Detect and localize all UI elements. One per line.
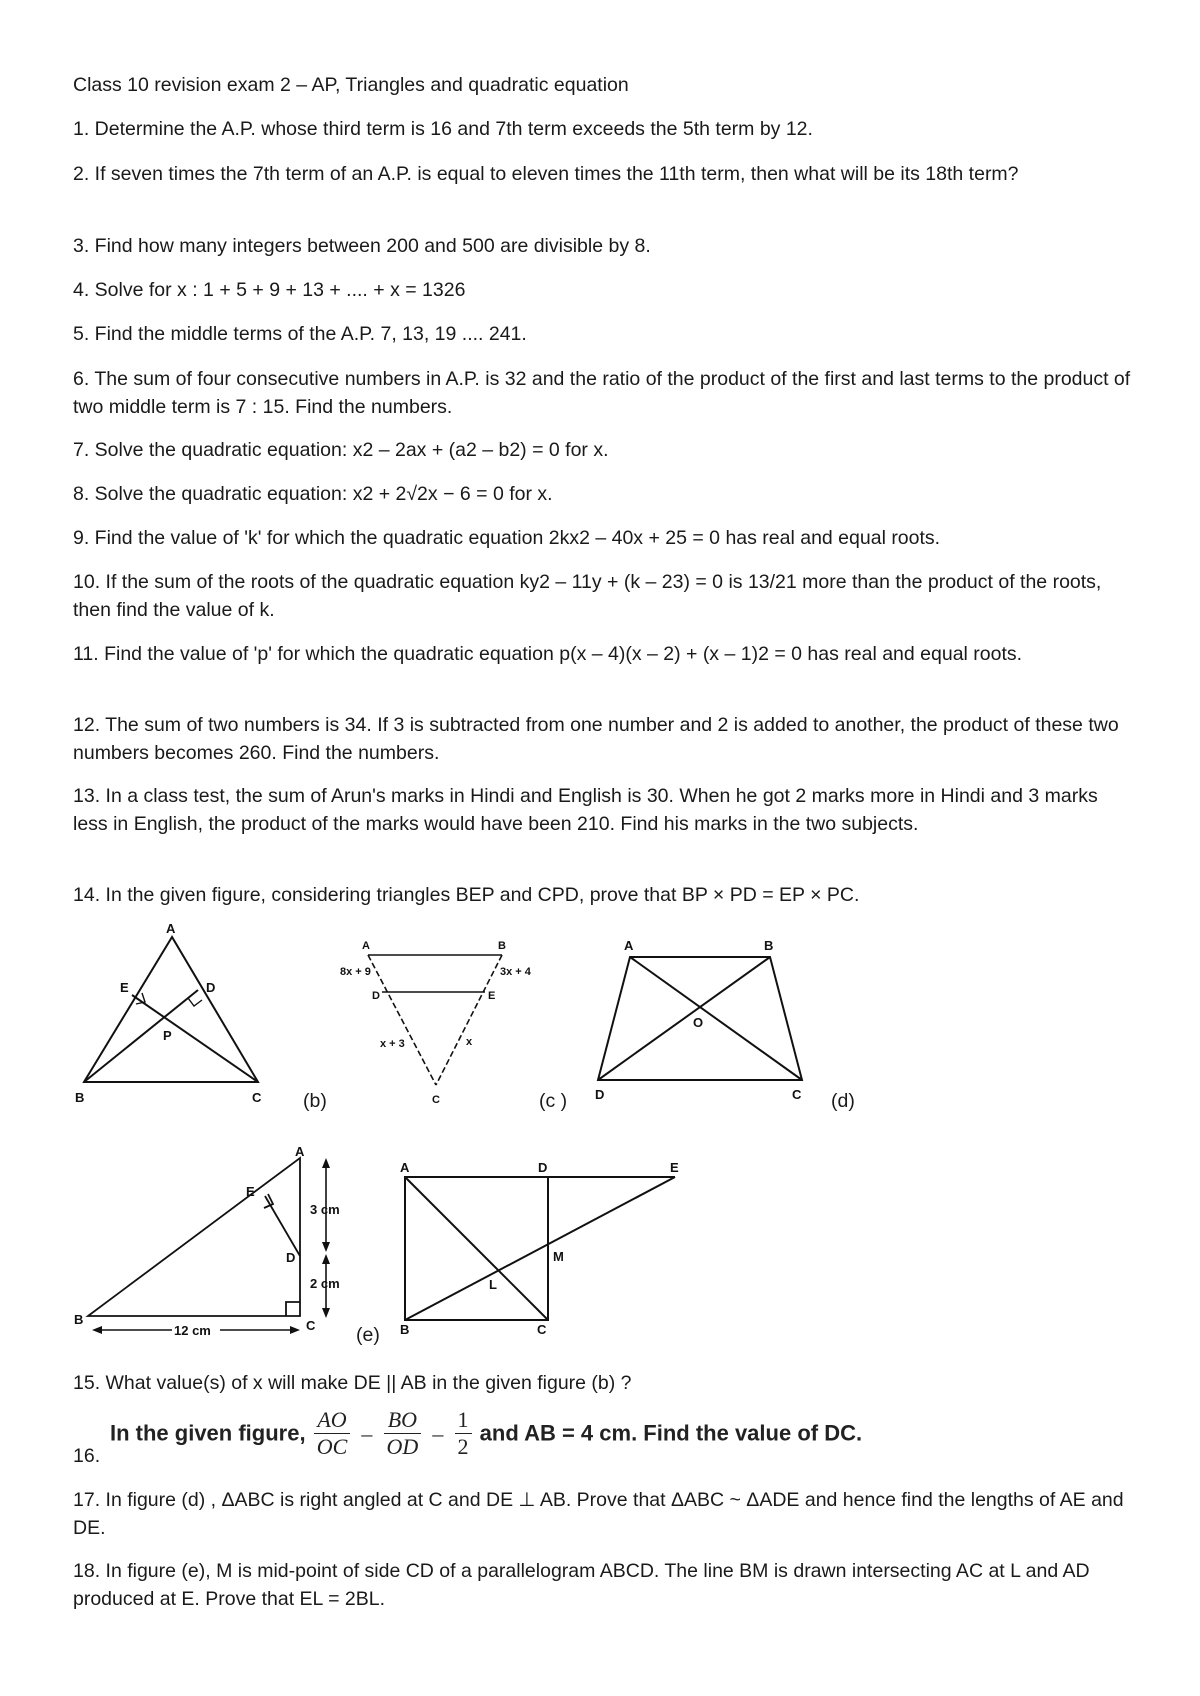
fig-b-label-C: C (432, 1094, 440, 1106)
figure-d (70, 1144, 360, 1348)
figure-c (590, 935, 820, 1105)
fig-d-label-B: B (74, 1312, 84, 1327)
fig-a-label-A: A (166, 921, 176, 936)
fig-e-label-L: L (489, 1277, 497, 1292)
question-7: 7. Solve the quadratic equation: x2 – 2ax + (a2 – b2) = 0 for x. (73, 439, 609, 461)
fig-e-label-C: C (537, 1322, 547, 1337)
fig-d-length-AD: 3 cm (310, 1202, 340, 1217)
fig-b-label-D: D (372, 990, 380, 1002)
question-12: 12. The sum of two numbers is 34. If 3 is subtracted from one number and 2 is added to another, the product of these two numbers becomes 260. Find the numbers. (73, 714, 1119, 764)
q16-f2-num: BO (384, 1407, 422, 1434)
fig-d-label-D: D (286, 1250, 296, 1265)
fig-b-length-DC: x + 3 (380, 1038, 405, 1050)
q16-f1-den: OC (316, 1434, 348, 1459)
fig-e-label-D: D (538, 1160, 548, 1175)
fig-a-label-E: E (120, 980, 129, 995)
figure-c-diagram (590, 935, 820, 1105)
question-14: 14. In the given figure, considering triangles BEP and CPD, prove that BP × PD = EP × PC. (73, 884, 860, 906)
q16-f3-num: 1 (455, 1407, 472, 1434)
fig-d-length-BC: 12 cm (174, 1323, 211, 1338)
question-2: 2. If seven times the 7th term of an A.P. is equal to eleven times the 11th term, then what will be its 18th term? (73, 163, 1019, 185)
q16-tail: and AB = 4 cm. Find the value of DC. (479, 1420, 863, 1446)
figure-a-diagram (70, 920, 270, 1110)
fig-a-label-D: D (206, 980, 216, 995)
fig-c-label-A: A (624, 938, 634, 953)
q16-dash-2: – (432, 1420, 444, 1446)
question-1: 1. Determine the A.P. whose third term is 16 and 7th term exceeds the 5th term by 12. (73, 118, 813, 140)
fig-a-label-B: B (75, 1090, 85, 1105)
fig-b-label-E: E (488, 990, 496, 1002)
question-4: 4. Solve for x : 1 + 5 + 9 + 13 + .... + x = 1326 (73, 279, 466, 301)
fig-c-label-C: C (792, 1087, 802, 1102)
q16-f2-den: OD (386, 1434, 419, 1459)
figure-d-caption: (d) (831, 1090, 855, 1112)
fig-c-label-O: O (693, 1015, 704, 1030)
fig-a-label-P: P (163, 1028, 172, 1043)
fig-b-length-BE: 3x + 4 (500, 966, 531, 978)
fig-d-label-E: E (246, 1184, 255, 1199)
question-6: 6. The sum of four consecutive numbers in A.P. is 32 and the ratio of the product of the first and last terms to the product of two middle term is 7 : 15. Find the numbers. (73, 368, 1131, 418)
question-11: 11. Find the value of 'p' for which the quadratic equation p(x – 4)(x – 2) + (x – 1)2 = 0 has real and equal roots. (73, 643, 1023, 665)
q16-lead: In the given figure, (110, 1420, 306, 1446)
q16-dash-1: – (361, 1420, 373, 1446)
q16-f3-den: 2 (457, 1434, 469, 1459)
fig-e-label-A: A (400, 1160, 410, 1175)
question-8: 8. Solve the quadratic equation: x2 + 2√2x − 6 = 0 for x. (73, 483, 553, 505)
fig-c-label-D: D (595, 1087, 605, 1102)
page-title: Class 10 revision exam 2 – AP, Triangles and quadratic equation (73, 74, 629, 96)
figure-b-caption: (b) (303, 1090, 327, 1112)
fig-e-label-M: M (553, 1249, 564, 1264)
fig-d-length-DC: 2 cm (310, 1276, 340, 1291)
figure-a (70, 920, 270, 1110)
figure-b (330, 935, 550, 1105)
fig-e-label-E: E (670, 1160, 679, 1175)
question-18: 18. In figure (e), M is mid-point of side CD of a parallelogram ABCD. The line BM is drawn intersecting AC at L and AD produced at E. Prove that EL = 2BL. (73, 1560, 1090, 1610)
fig-e-label-B: B (400, 1322, 410, 1337)
fig-a-label-C: C (252, 1090, 262, 1105)
question-3: 3. Find how many integers between 200 and 500 are divisible by 8. (73, 235, 651, 257)
question-17: 17. In figure (d) , ΔABC is right angled at C and DE ⊥ AB. Prove that ΔABC ~ ΔADE and hence find the lengths of AE and DE. (73, 1489, 1124, 1539)
question-13: 13. In a class test, the sum of Arun's marks in Hindi and English is 30. When he got 2 marks more in Hindi and 3 marks less in English, the product of the marks would have been 210. Find his marks in the two subjects. (73, 785, 1098, 835)
question-5: 5. Find the middle terms of the A.P. 7, 13, 19 .... 241. (73, 323, 527, 345)
fig-d-label-A: A (295, 1144, 305, 1159)
figure-e-caption: (e) (356, 1324, 380, 1346)
fig-b-label-B: B (498, 940, 506, 952)
question-15: 15. What value(s) of x will make DE || AB in the given figure (b) ? (73, 1372, 632, 1394)
fig-b-length-AD: 8x + 9 (340, 966, 371, 978)
figure-b-diagram (330, 935, 550, 1105)
fig-d-label-C: C (306, 1318, 316, 1333)
fig-c-label-B: B (764, 938, 774, 953)
figure-e (395, 1155, 695, 1335)
question-16-number: 16. (73, 1445, 101, 1467)
fig-b-length-EC: x (466, 1036, 473, 1048)
fig-b-label-A: A (362, 940, 370, 952)
q16-f1-num: AO (314, 1407, 351, 1434)
figure-c-caption: (c ) (539, 1090, 568, 1112)
figure-d-diagram (70, 1144, 360, 1348)
question-9: 9. Find the value of 'k' for which the quadratic equation 2kx2 – 40x + 25 = 0 has real and equal roots. (73, 527, 941, 549)
figure-e-diagram (395, 1155, 695, 1335)
question-10: 10. If the sum of the roots of the quadratic equation ky2 – 11y + (k – 23) = 0 is 13/21 more than the product of the roots, then find the value of k. (73, 571, 1102, 621)
